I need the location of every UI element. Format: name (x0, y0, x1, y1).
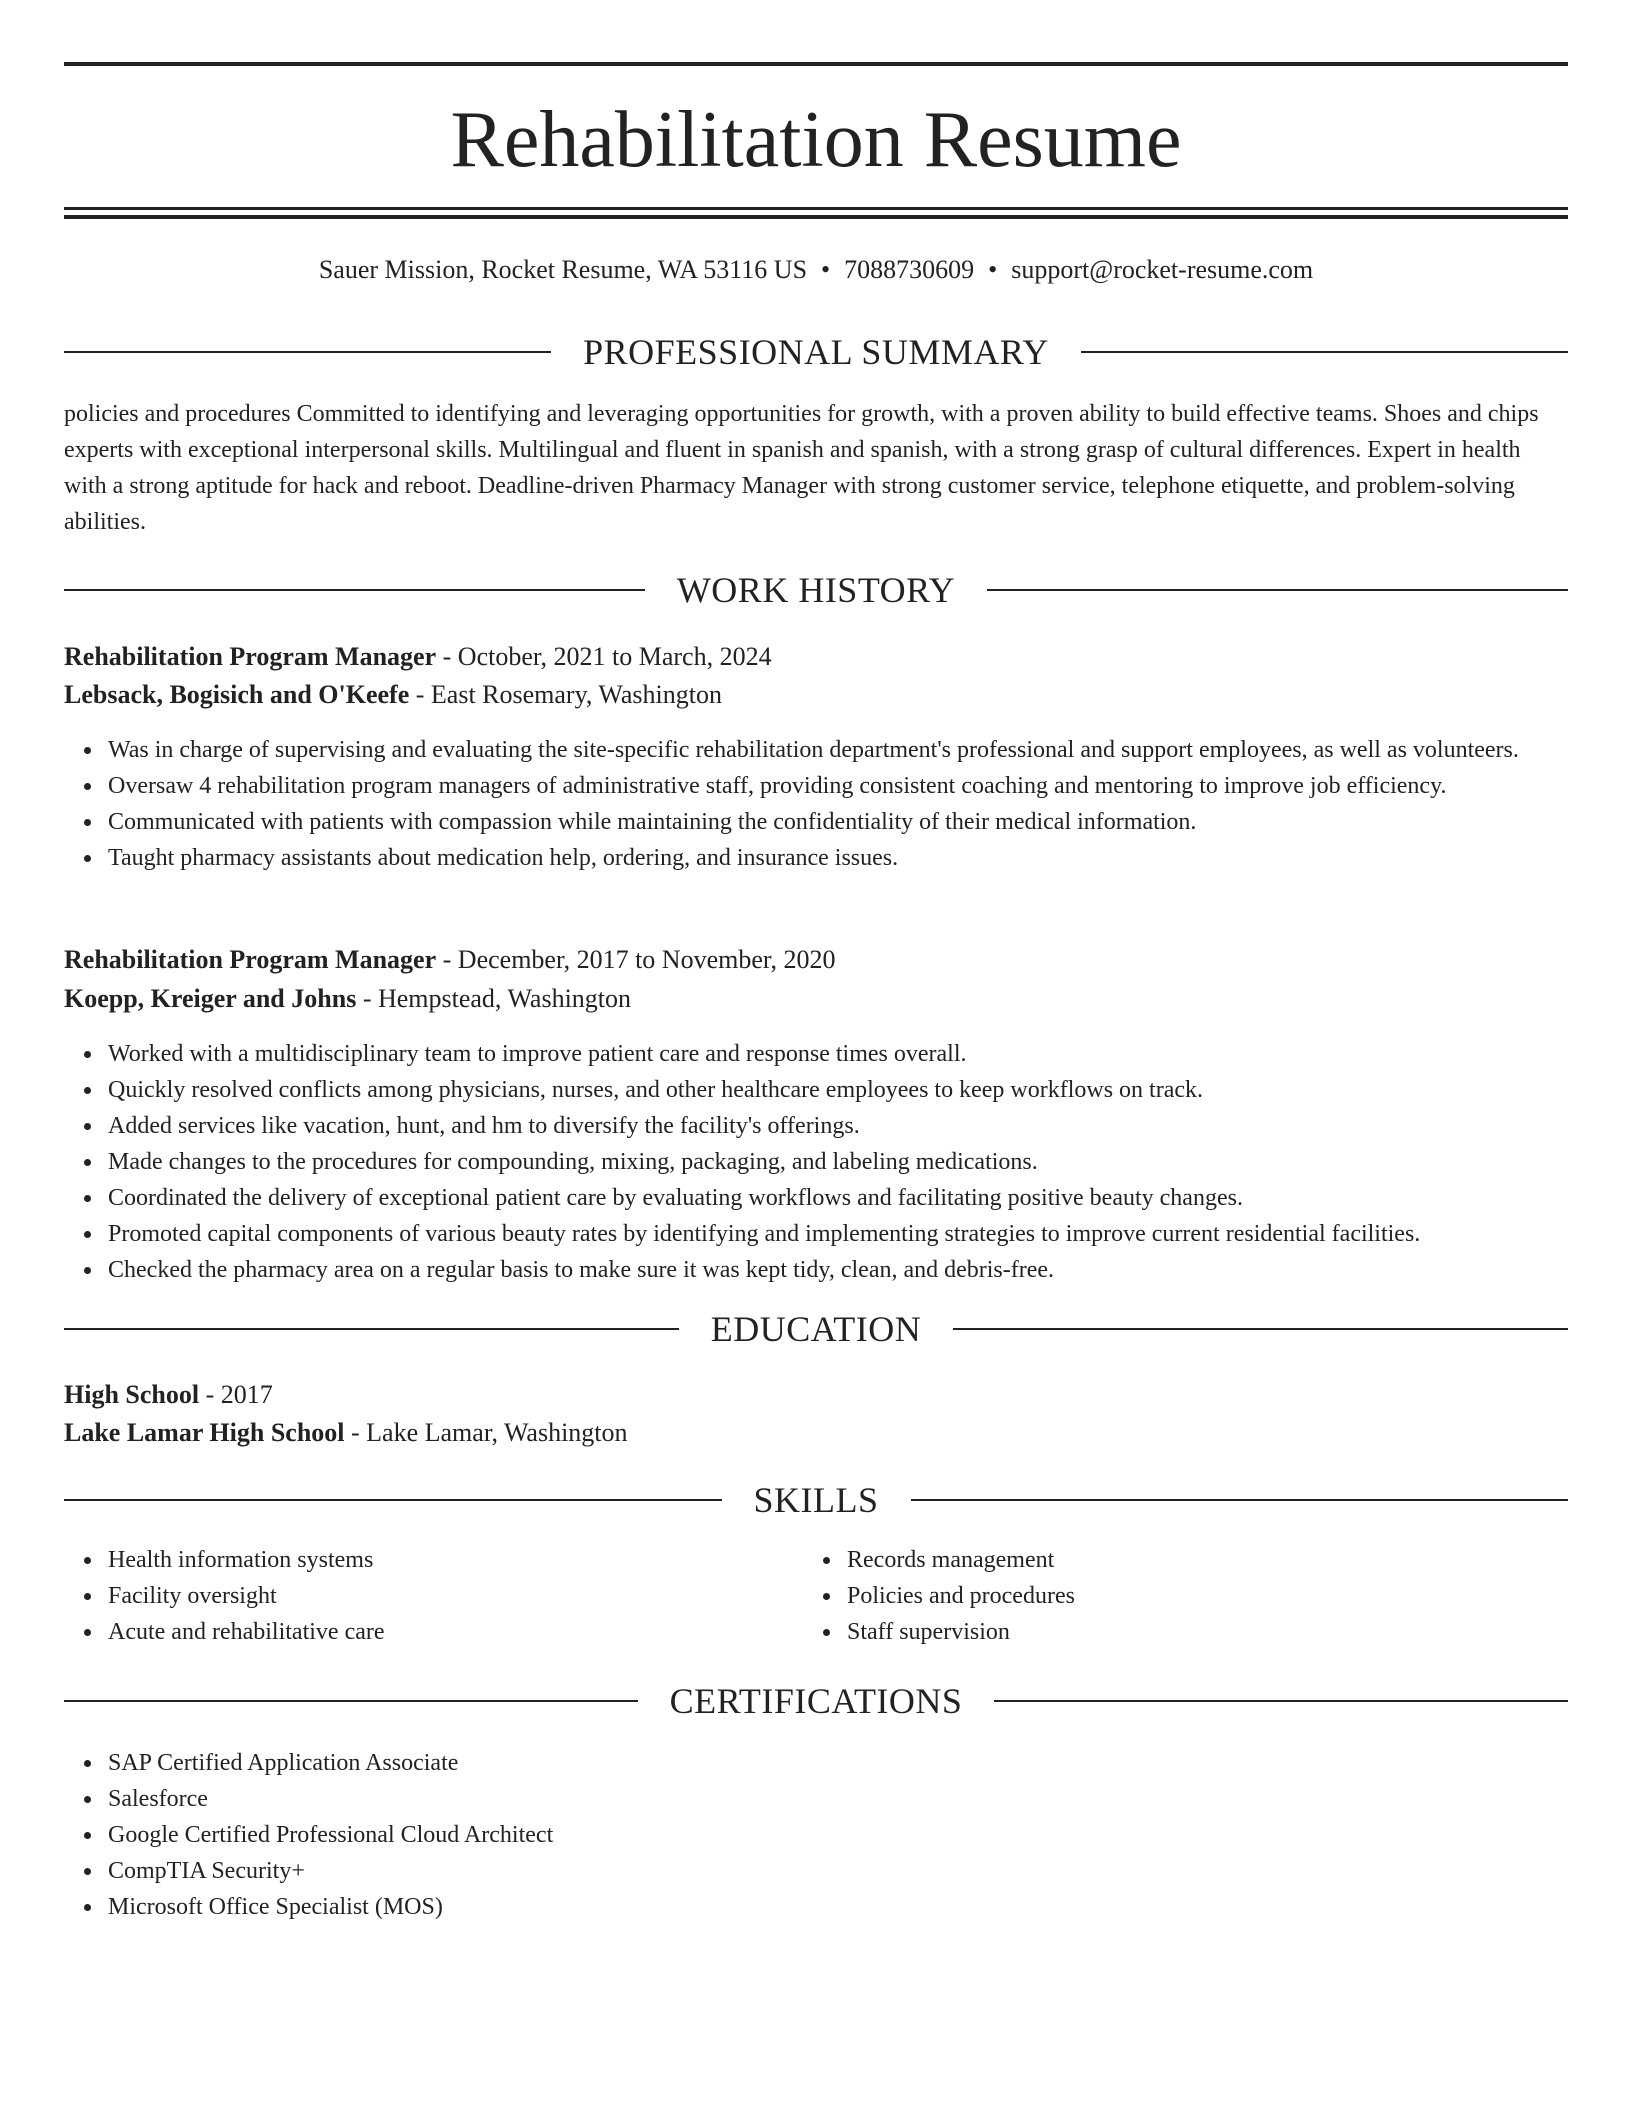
skill-item: Facility oversight (108, 1578, 816, 1614)
list-item: Promoted capital components of various beauty rates by identifying and implementing strategies to improve current residential facilities. (108, 1216, 1568, 1252)
skill-item: Records management (847, 1542, 1568, 1578)
contact-address: Sauer Mission, Rocket Resume, WA 53116 US (318, 255, 808, 284)
skill-item: Acute and rehabilitative care (108, 1614, 816, 1650)
contact-separator: • (821, 255, 831, 284)
job-title-line (64, 941, 1568, 979)
skills-heading-title: SKILLS (753, 1480, 879, 1520)
list-item: Worked with a multidisciplinary team to improve patient care and response times overall. (108, 1036, 1568, 1072)
certification-item: Google Certified Professional Cloud Architect (108, 1817, 1568, 1853)
skills-heading (64, 1476, 1568, 1524)
job-company: Koepp, Kreiger and Johns (64, 984, 357, 1013)
education-school-line (64, 1414, 1568, 1452)
heading-rule (1081, 351, 1568, 353)
education-heading (64, 1305, 1568, 1353)
heading-rule (64, 1700, 638, 1702)
list-item: Checked the pharmacy area on a regular basis to make sure it was kept tidy, clean, and debris-free. (108, 1252, 1568, 1288)
skills-list-right (803, 1542, 1568, 1650)
work-history-heading-title: WORK HISTORY (676, 570, 956, 610)
heading-rule (987, 589, 1568, 591)
heading-rule (64, 1328, 679, 1330)
heading-rule (64, 1499, 722, 1501)
education-degree: High School (64, 1380, 200, 1409)
job-title-line (64, 638, 1568, 676)
contact-phone: 7088730609 (844, 255, 975, 284)
contact-line (64, 252, 1568, 288)
certification-item: Microsoft Office Specialist (MOS) (108, 1889, 1568, 1925)
skill-item: Policies and procedures (847, 1578, 1568, 1614)
list-item: Coordinated the delivery of exceptional patient care by evaluating workflows and facilitating positive beauty changes. (108, 1180, 1568, 1216)
heading-rule (64, 589, 645, 591)
certifications-list (64, 1745, 1568, 1925)
skill-item: Staff supervision (847, 1614, 1568, 1650)
certifications-heading (64, 1677, 1568, 1725)
education-location: - Lake Lamar, Washington (344, 1418, 628, 1447)
certification-item: Salesforce (108, 1781, 1568, 1817)
top-rule (64, 62, 1568, 66)
work-history-heading (64, 566, 1568, 614)
education-year: - 2017 (199, 1380, 273, 1409)
summary-text: policies and procedures Committed to identifying and leveraging opportunities for growth, with a proven ability to build effective teams. Shoes and chips experts with exceptional interpersonal skills. Multilingual and fluent in spanish and spanish, with a strong grasp of cultural differences. Expert in health with a strong aptitude for hack and reboot. Deadline-driven Pharmacy Manager with strong customer service, telephone etiquette, and problem-solving abilities. (64, 401, 1539, 535)
job-company-line (64, 676, 1568, 714)
education-school: Lake Lamar High School (64, 1418, 345, 1447)
summary-heading-title: PROFESSIONAL SUMMARY (583, 332, 1049, 372)
job-dates: - December, 2017 to November, 2020 (436, 945, 836, 974)
resume-title: Rehabilitation Resume (450, 96, 1182, 184)
heading-rule (64, 351, 551, 353)
list-item: Communicated with patients with compassion while maintaining the confidentiality of their medical information. (108, 804, 1568, 840)
job-title: Rehabilitation Program Manager (64, 945, 437, 974)
list-item: Added services like vacation, hunt, and hm to diversify the facility's offerings. (108, 1108, 1568, 1144)
job-company: Lebsack, Bogisich and O'Keefe (64, 680, 410, 709)
job-bullets (64, 732, 1568, 876)
list-item: Taught pharmacy assistants about medication help, ordering, and insurance issues. (108, 840, 1568, 876)
job-dates: - October, 2021 to March, 2024 (436, 642, 772, 671)
list-item: Oversaw 4 rehabilitation program managers of administrative staff, providing consistent coaching and mentoring to improve job efficiency. (108, 768, 1568, 804)
heading-rule (994, 1700, 1568, 1702)
certification-item: CompTIA Security+ (108, 1853, 1568, 1889)
list-item: Was in charge of supervising and evaluating the site-specific rehabilitation department's professional and support employees, as well as volunteers. (108, 732, 1568, 768)
heading-rule (911, 1499, 1569, 1501)
heading-rule (953, 1328, 1568, 1330)
summary-heading (64, 328, 1568, 376)
education-degree-line (64, 1376, 1568, 1414)
education-heading-title: EDUCATION (710, 1309, 922, 1349)
job-bullets (64, 1036, 1568, 1288)
certifications-heading-title: CERTIFICATIONS (669, 1681, 963, 1721)
contact-email: support@rocket-resume.com (1011, 255, 1314, 284)
contact-separator: • (988, 255, 998, 284)
job-company-line (64, 980, 1568, 1018)
job-location: - Hempstead, Washington (356, 984, 632, 1013)
skill-item: Health information systems (108, 1542, 816, 1578)
job-title: Rehabilitation Program Manager (64, 642, 437, 671)
list-item: Made changes to the procedures for compounding, mixing, packaging, and labeling medications. (108, 1144, 1568, 1180)
double-rule (64, 207, 1568, 219)
skills-list-left (64, 1542, 816, 1650)
job-location: - East Rosemary, Washington (409, 680, 722, 709)
certification-item: SAP Certified Application Associate (108, 1745, 1568, 1781)
list-item: Quickly resolved conflicts among physicians, nurses, and other healthcare employees to keep workflows on track. (108, 1072, 1568, 1108)
